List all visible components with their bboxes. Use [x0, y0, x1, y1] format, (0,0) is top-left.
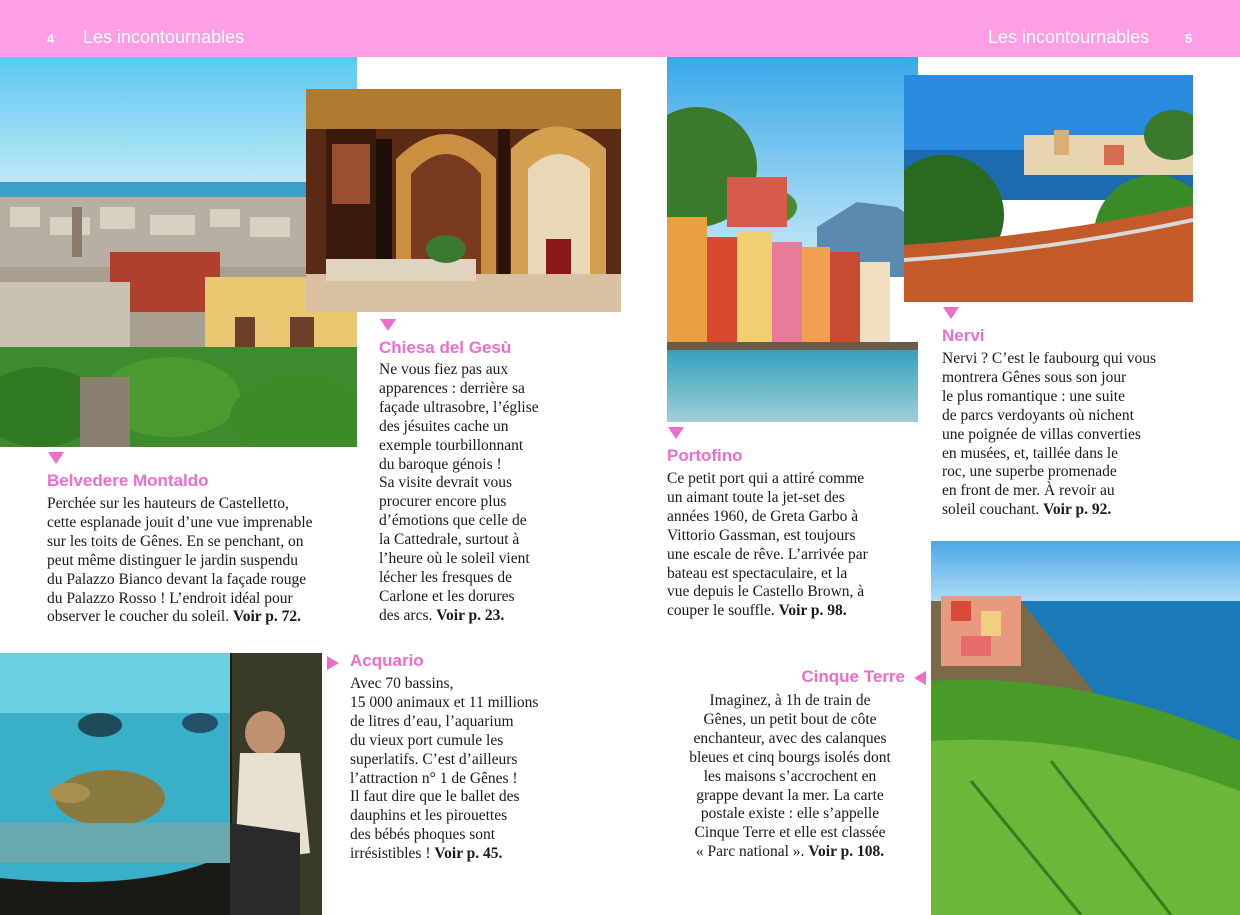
right-page-number: 5	[1185, 31, 1193, 46]
chiesa-line: Sa visite devrait vous	[379, 474, 513, 492]
chiesa-line: Ne vous fiez pas aux	[379, 361, 509, 378]
belvedere-line: observer le coucher du soleil.	[47, 608, 230, 626]
chiesa-title: Chiesa del Gesù	[379, 338, 512, 357]
belvedere-line: du Palazzo Rosso ! L’endroit idéal pour	[47, 589, 293, 607]
nervi-title: Nervi	[942, 326, 985, 345]
right-running-title: Les incontournables	[988, 27, 1150, 47]
acquario-line: irrésistibles !	[350, 845, 431, 863]
acquario-line: du vieux port cumule les	[350, 731, 504, 749]
acquario-line: Il faut dire que le ballet des	[350, 788, 520, 806]
portofino-line: un aimant toute la jet-set des	[667, 488, 845, 506]
acquario-line: de litres d’eau, l’aquarium	[350, 712, 514, 730]
portofino-line: Vittorio Gassman, est toujours	[667, 526, 856, 544]
portofino-line: couper le souffle.	[667, 602, 775, 620]
left-page-number: 4	[47, 31, 55, 46]
chiesa-line: apparences : derrière sa	[379, 379, 525, 397]
cinque-line: enchanteur, avec des calanques	[693, 729, 887, 747]
page-header	[0, 0, 1240, 57]
portofino-line: Ce petit port qui a attiré comme	[667, 470, 865, 487]
portofino-title: Portofino	[667, 446, 743, 465]
portofino-line: années 1960, de Greta Garbo à	[667, 507, 859, 525]
portofino-photo	[667, 57, 918, 422]
nervi-page-ref: Voir p. 92.	[1043, 501, 1112, 519]
nervi-line: montrera Gênes sous son jour	[942, 368, 1127, 386]
nervi-line: Nervi ? C’est le faubourg qui vous	[942, 350, 1157, 367]
acquario-title: Acquario	[350, 651, 424, 670]
cinque-line: Gênes, un petit bout de côte	[703, 710, 877, 728]
cinque-line: « Parc national ».	[695, 843, 805, 861]
belvedere-marker	[48, 452, 64, 464]
acquario-line: l’attraction n° 1 de Gênes !	[350, 769, 518, 787]
chiesa-marker	[380, 319, 396, 331]
belvedere-line: du Palazzo Bianco devant la façade rouge	[47, 570, 307, 588]
cinque-line: postale existe : elle s’appelle	[700, 805, 880, 823]
chiesa-line: exemple tourbillonnant	[379, 436, 524, 454]
chiesa-line: l’heure où le soleil vient	[379, 550, 530, 568]
chiesa-text	[379, 361, 539, 626]
belvedere-line: Perchée sur les hauteurs de Castelletto,	[47, 495, 289, 512]
chiesa-page-ref: Voir p. 23.	[436, 606, 505, 624]
acquario-line: superlatifs. C’est d’ailleurs	[350, 750, 518, 768]
nervi-line: une poignée de villas converties	[942, 425, 1141, 443]
chiesa-line: des arcs.	[379, 606, 433, 624]
belvedere-text	[47, 495, 313, 627]
belvedere-line: cette esplanade jouit d’une vue imprenable	[47, 513, 313, 531]
portofino-marker	[668, 427, 684, 439]
chiesa-line: des jésuites cache un	[379, 417, 509, 435]
nervi-line: en front de mer. À revoir au	[942, 482, 1115, 500]
cinque-line: bleues et cinq bourgs isolés dont	[689, 748, 891, 766]
belvedere-photo	[0, 57, 357, 447]
belvedere-line: peut même distinguer le jardin suspendu	[47, 551, 298, 569]
nervi-text	[942, 350, 1156, 520]
cinque-terre-text	[665, 692, 915, 862]
cinque-terre-marker	[914, 671, 926, 685]
nervi-line: roc, une superbe promenade	[942, 463, 1117, 481]
cinque-line: Imaginez, à 1h de train de	[709, 692, 871, 709]
portofino-text	[667, 470, 868, 621]
acquario-line: 15 000 animaux et 11 millions	[350, 693, 539, 711]
acquario-photo	[0, 653, 322, 915]
acquario-text	[350, 675, 538, 864]
acquario-line: des bébés phoques sont	[350, 826, 496, 844]
nervi-line: de parcs verdoyants où nichent	[942, 406, 1134, 424]
portofino-line: une escale de rêve. L’arrivée par	[667, 545, 868, 563]
chiesa-line: lécher les fresques de	[379, 568, 512, 586]
chiesa-line: procurer encore plus	[379, 493, 507, 511]
chiesa-photo	[306, 89, 621, 312]
cinque-line: les maisons s’accrochent en	[703, 767, 877, 785]
chiesa-line: Carlone et les dorures	[379, 587, 515, 605]
chiesa-line: façade ultrasobre, l’église	[379, 398, 539, 416]
cinque-line: grappe devant la mer. La carte	[696, 786, 884, 804]
cinque-terre-title: Cinque Terre	[801, 667, 905, 686]
acquario-line: Avec 70 bassins,	[350, 675, 454, 692]
cinque-terre-photo	[931, 541, 1240, 915]
left-running-title: Les incontournables	[83, 27, 245, 47]
belvedere-line: sur les toits de Gênes. En se penchant, on	[47, 532, 304, 550]
portofino-page-ref: Voir p. 98.	[778, 602, 847, 620]
cinque-terre-page-ref: Voir p. 108.	[808, 843, 885, 861]
nervi-photo	[904, 75, 1193, 302]
acquario-marker	[327, 656, 339, 670]
chiesa-line: la Cattedrale, surtout à	[379, 531, 520, 549]
belvedere-title: Belvedere Montaldo	[47, 471, 209, 490]
chiesa-line: d’émotions que celle de	[379, 512, 527, 530]
acquario-page-ref: Voir p. 45.	[434, 845, 503, 863]
belvedere-page-ref: Voir p. 72.	[232, 608, 301, 626]
nervi-line: en musées, et, taillée dans le	[942, 444, 1119, 462]
portofino-line: vue depuis le Castello Brown, à	[667, 583, 865, 601]
nervi-marker	[943, 307, 959, 319]
portofino-line: bateau est spectaculaire, et la	[667, 564, 848, 582]
acquario-line: dauphins et les pirouettes	[350, 807, 508, 825]
cinque-line: Cinque Terre et elle est classée	[694, 824, 886, 842]
nervi-line: le plus romantique : une suite	[942, 387, 1125, 405]
nervi-line: soleil couchant.	[942, 501, 1040, 519]
chiesa-line: du baroque génois !	[379, 455, 502, 473]
